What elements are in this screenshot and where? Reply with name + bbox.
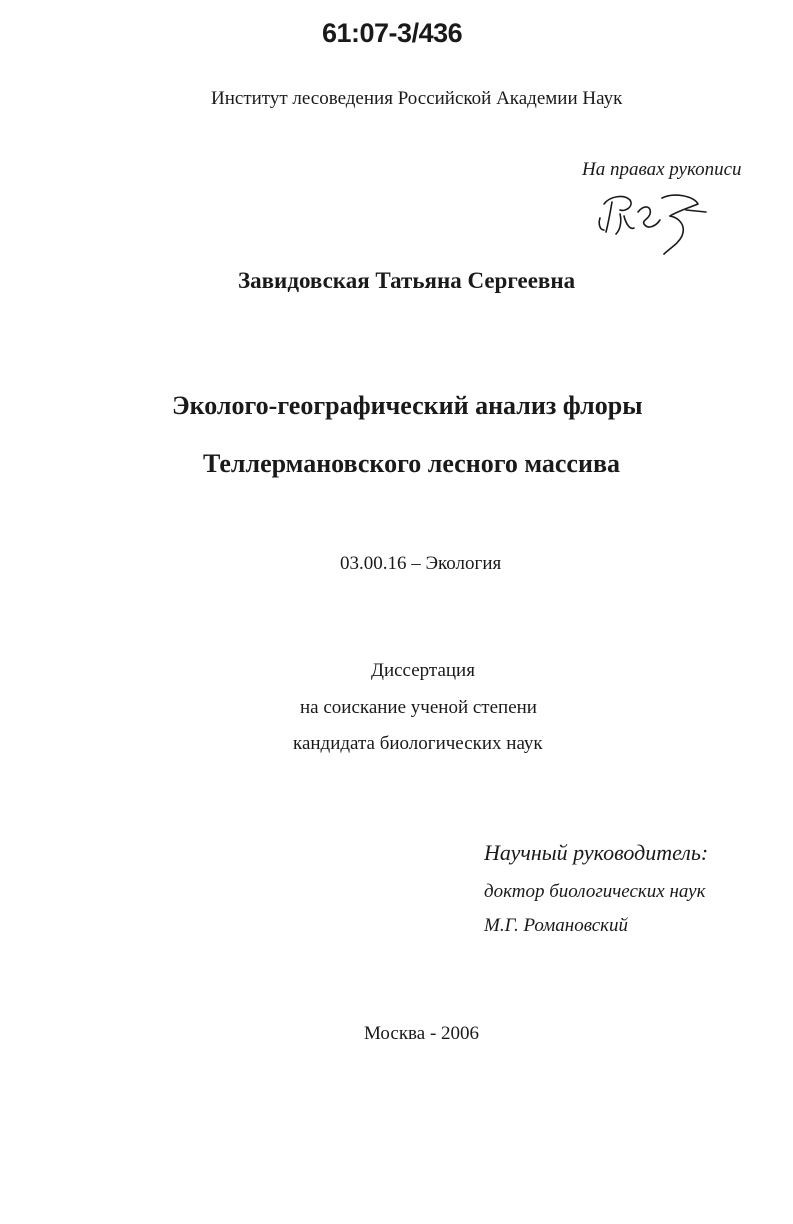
specialty-code: 03.00.16 – Экология bbox=[340, 553, 502, 574]
degree-purpose: на соискание ученой степени bbox=[300, 697, 537, 718]
degree-name: кандидата биологических наук bbox=[293, 733, 543, 754]
advisor-degree: доктор биологических наук bbox=[484, 881, 706, 902]
advisor-heading: Научный руководитель: bbox=[484, 840, 709, 865]
dissertation-title-line-1: Эколого-географический анализ флоры bbox=[172, 391, 643, 420]
dissertation-title-line-2: Теллермановского лесного массива bbox=[203, 449, 620, 478]
author-name: Завидовская Татьяна Сергеевна bbox=[238, 268, 576, 293]
city-year: Москва - 2006 bbox=[364, 1023, 480, 1044]
catalog-number: 61:07-3/436 bbox=[322, 18, 463, 48]
dissertation-label: Диссертация bbox=[371, 660, 475, 681]
institution-name: Институт лесоведения Российской Академии Наук bbox=[211, 88, 623, 109]
advisor-name: М.Г. Романовский bbox=[484, 915, 629, 936]
handwritten-signature bbox=[590, 190, 708, 256]
rights-note: На правах рукописи bbox=[582, 159, 742, 180]
